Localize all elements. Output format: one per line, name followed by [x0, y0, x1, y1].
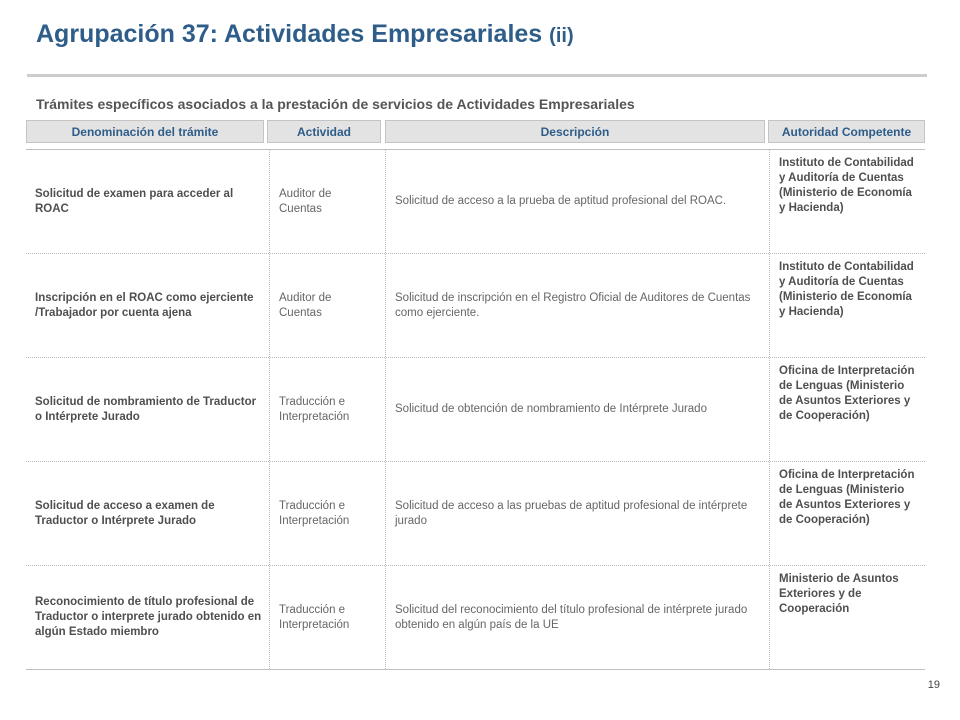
cell-name: Solicitud de nombramiento de Traductor o Intérprete Jurado — [26, 358, 270, 461]
cell-authority: Instituto de Contabilidad y Auditoría de Cuentas (Ministerio de Economía y Hacienda) — [779, 261, 914, 318]
page-number: 19 — [927, 679, 940, 691]
column-header-description: Descripción — [385, 120, 765, 143]
table-row — [26, 254, 925, 358]
cell-description: Solicitud de acceso a las pruebas de aptitud profesional de intérprete jurado — [386, 462, 770, 565]
title-divider — [27, 74, 927, 77]
cell-authority: Ministerio de Asuntos Exteriores y de Cooperación — [779, 573, 899, 615]
cell-authority: Oficina de Interpretación de Lenguas (Ministerio de Asuntos Exteriores y de Cooperación) — [779, 469, 915, 526]
cell-name: Inscripción en el ROAC como ejerciente /Trabajador por cuenta ajena — [26, 254, 270, 357]
cell-authority: Instituto de Contabilidad y Auditoría de Cuentas (Ministerio de Economía y Hacienda) — [779, 157, 914, 214]
cell-description: Solicitud del reconocimiento del título profesional de intérprete jurado obtenido en algún país de la UE — [386, 566, 770, 669]
page-title-suffix: (ii) — [549, 25, 574, 47]
table-row — [26, 358, 925, 462]
column-header-name: Denominación del trámite — [26, 120, 264, 143]
section-subtitle: Trámites específicos asociados a la prestación de servicios de Actividades Empresariales — [36, 96, 635, 112]
cell-activity: Traducción e Interpretación — [270, 566, 386, 669]
cell-activity: Auditor de Cuentas — [270, 150, 386, 253]
cell-name: Reconocimiento de título profesional de Traductor o interprete jurado obtenido en algún Estado miembro — [26, 566, 270, 669]
cell-name: Solicitud de acceso a examen de Traductor o Intérprete Jurado — [26, 462, 270, 565]
cell-activity: Auditor de Cuentas — [270, 254, 386, 357]
cell-activity: Traducción e Interpretación — [270, 462, 386, 565]
column-header-authority: Autoridad Competente — [768, 120, 925, 143]
procedures-table — [26, 149, 925, 670]
cell-description: Solicitud de inscripción en el Registro Oficial de Auditores de Cuentas como ejerciente. — [386, 254, 770, 357]
table-row — [26, 566, 925, 669]
page-title-text: Agrupación 37: Actividades Empresariales — [36, 20, 543, 48]
cell-description: Solicitud de acceso a la prueba de aptitud profesional del ROAC. — [386, 150, 770, 253]
cell-activity: Traducción e Interpretación — [270, 358, 386, 461]
cell-authority: Oficina de Interpretación de Lenguas (Ministerio de Asuntos Exteriores y de Cooperación) — [779, 365, 915, 422]
cell-name: Solicitud de examen para acceder al ROAC — [26, 150, 270, 253]
table-row — [26, 150, 925, 254]
page-title — [36, 20, 574, 49]
cell-description: Solicitud de obtención de nombramiento de Intérprete Jurado — [386, 358, 770, 461]
table-row — [26, 462, 925, 566]
column-header-activity: Actividad — [267, 120, 381, 143]
